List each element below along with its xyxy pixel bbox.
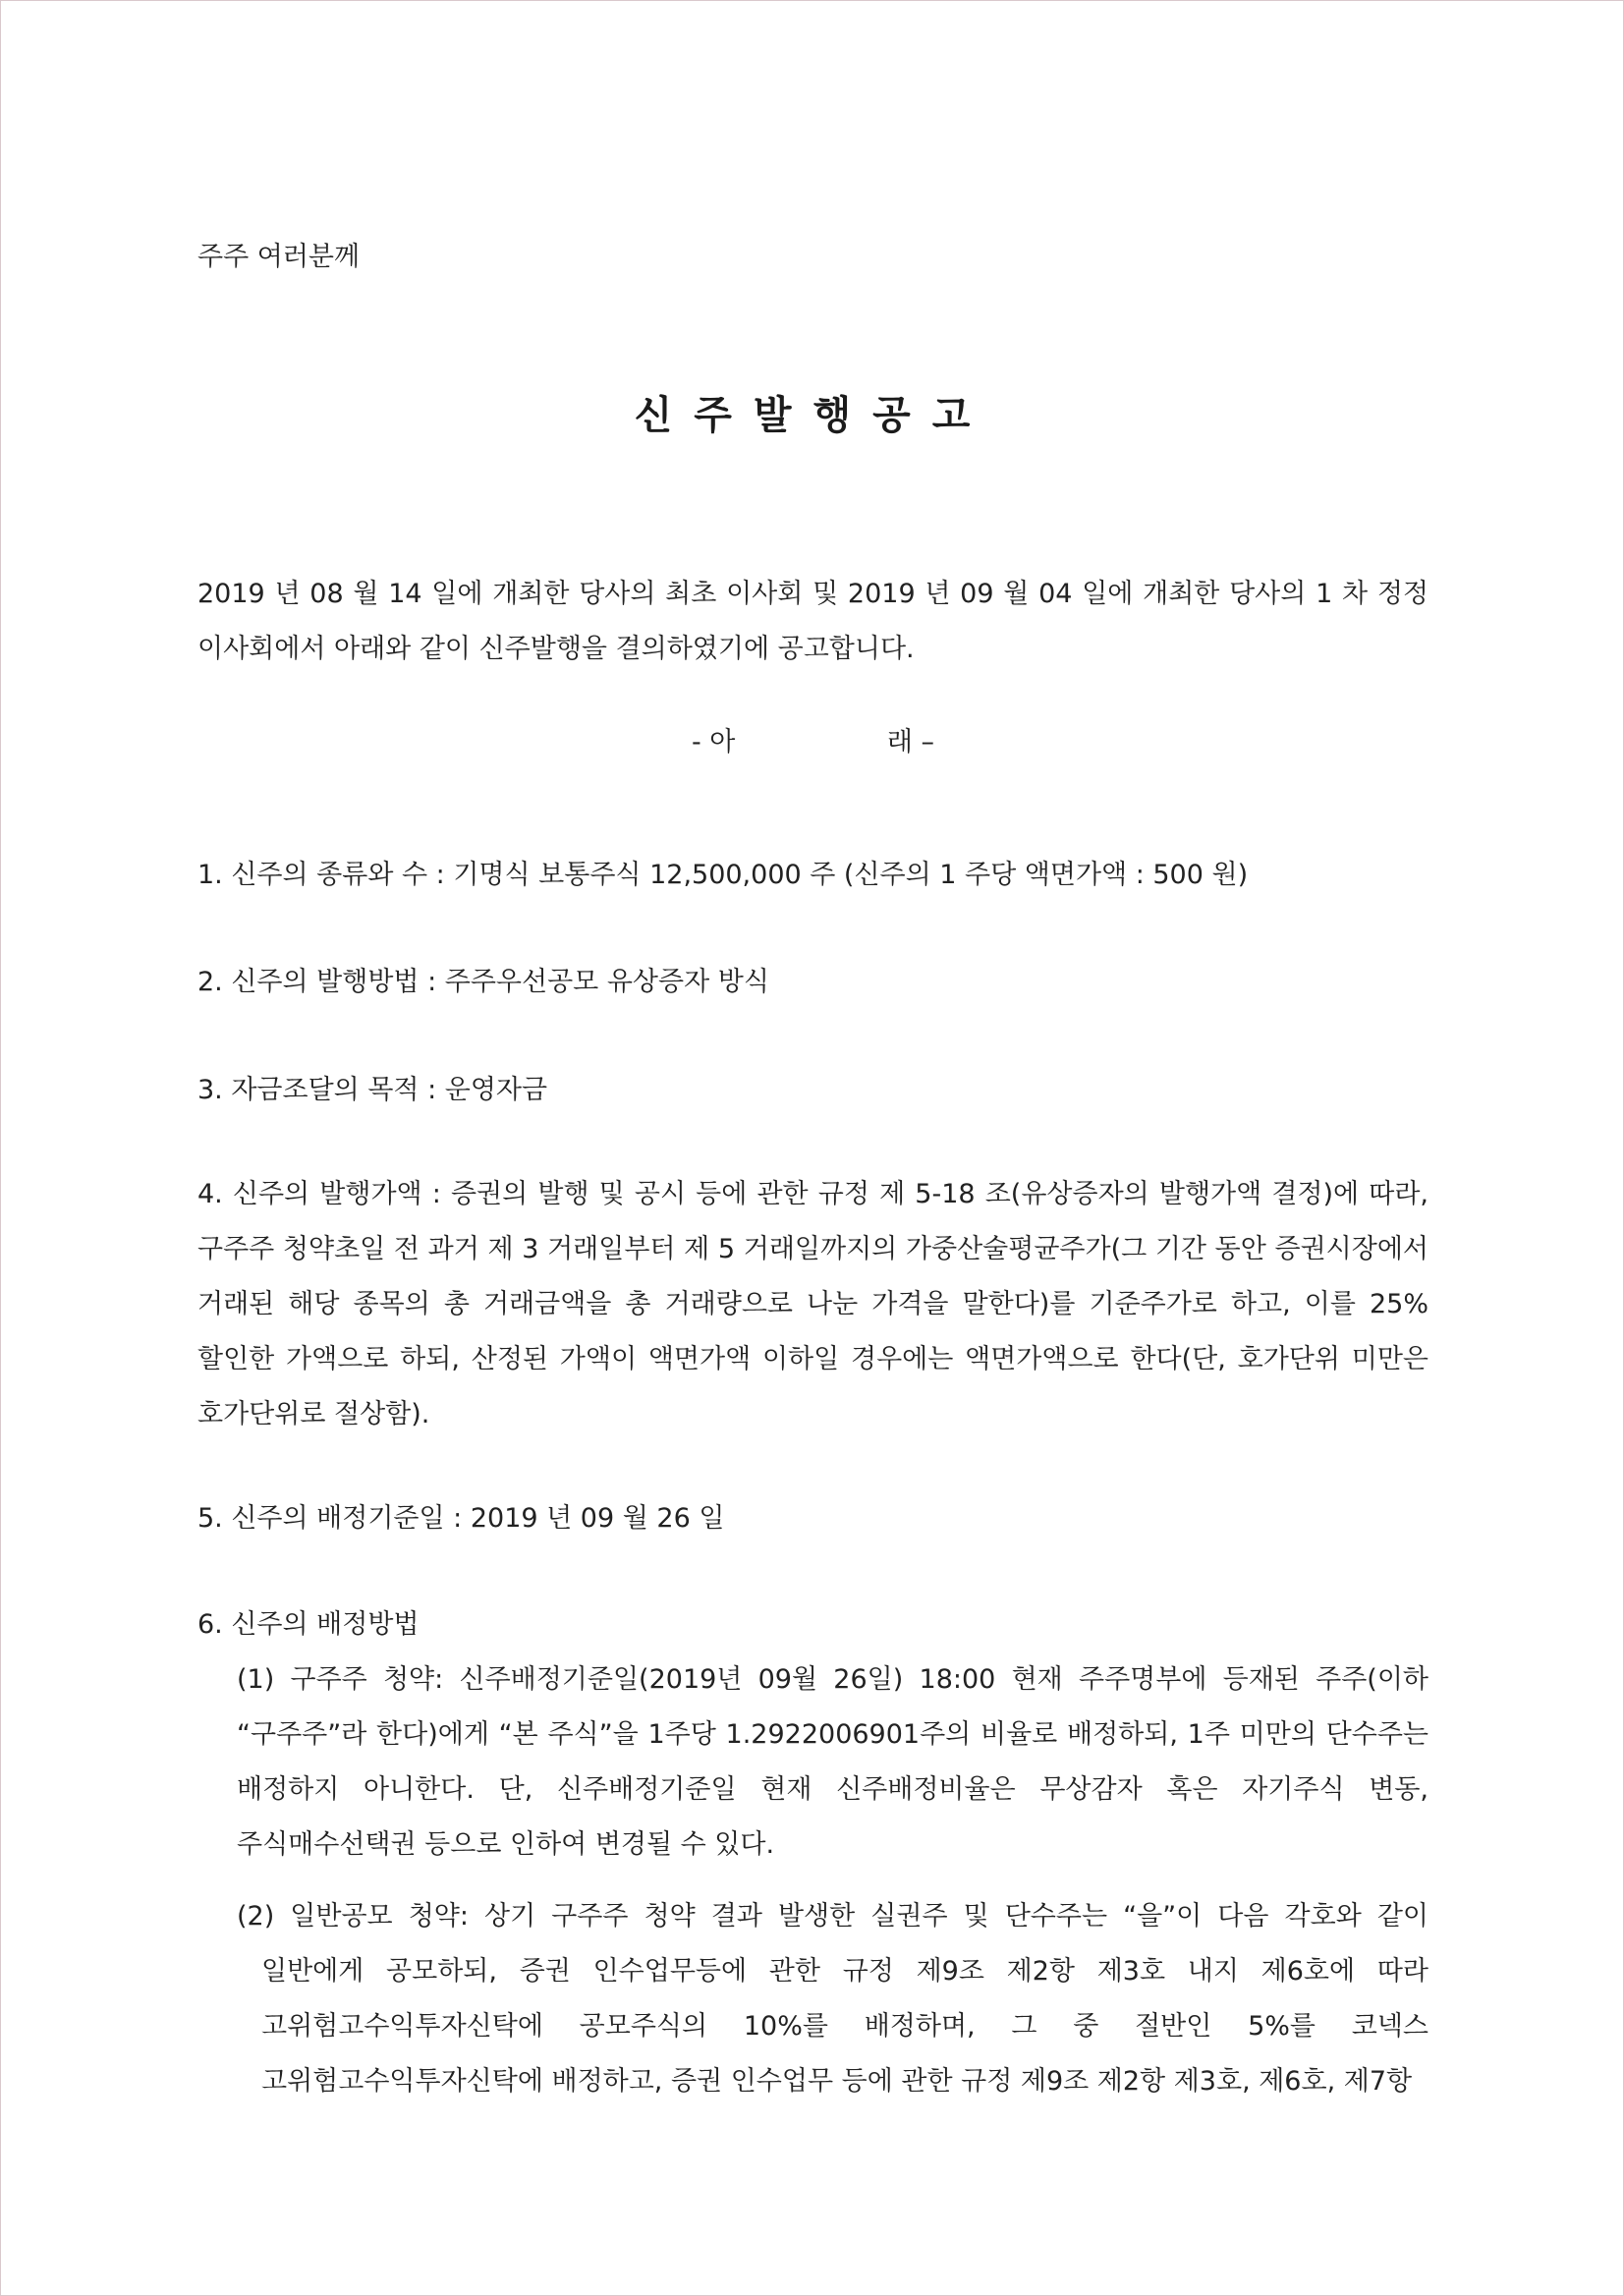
item-5: 5. 신주의 배정기준일 : 2019 년 09 월 26 일 xyxy=(197,1503,725,1534)
item-6: 6. 신주의 배정방법 xyxy=(197,1609,420,1640)
item-6-sub-2: (2) 일반공모 청약: 상기 구주주 청약 결과 발생한 실권주 및 단수주는 “을”이 다음 각호와 같이 일반에게 공모하되, 증권 인수업무등에 관한 규정 제9조 제2항 제3호 내지 제6호에 따라 고위험고수익투자신탁에 공모주식의 10%를 배정하며, 그 중 절반인 5%를 코넥스 고위험고수익투자신탁에 배정하고, 증권 인수업무 등에 관한 규정 제9조 제2항 제3호, 제6호, 제7항 xyxy=(237,1901,1428,2097)
salutation: 주주 여러분께 xyxy=(197,242,361,272)
page-title: 신주발행공고 xyxy=(634,393,992,438)
item-4: 4. 신주의 발행가액 : 증권의 발행 및 공시 등에 관한 규정 제 5-18 조(유상증자의 발행가액 결정)에 따라, 구주주 청약초일 전 과거 제 3 거래일부터 제 5 거래일까지의 가중산술평균주가(그 기간 동안 증권시장에서 거래된 해당 종목의 총 거래금액을 총 거래량으로 나눈 가격을 말한다)를 기준주가로 하고, 이를 25% 할인한 가액으로 하되, 산정된 가액이 액면가액 이하일 경우에는 액면가액으로 한다(단, 호가단위 미만은 호가단위로 절상함). xyxy=(197,1179,1428,1429)
item-1: 1. 신주의 종류와 수 : 기명식 보통주식 12,500,000 주 (신주의 1 주당 액면가액 : 500 원) xyxy=(197,860,1249,890)
item-6-sub-1: (1) 구주주 청약: 신주배정기준일(2019년 09월 26일) 18:00 현재 주주명부에 등재된 주주(이하 “구주주”라 한다)에게 “본 주식”을 1주당 1.2922006901주의 비율로 배정하되, 1주 미만의 단수주는 배정하지 아니한다. 단, 신주배정기준일 현재 신주배정비율은 무상감자 혹은 자기주식 변동, 주식매수선택권 등으로 인하여 변경될 수 있다. xyxy=(237,1664,1428,1860)
item-3: 3. 자금조달의 목적 : 운영자금 xyxy=(197,1075,548,1105)
intro-paragraph: 2019 년 08 월 14 일에 개최한 당사의 최초 이사회 및 2019 년 09 월 04 일에 개최한 당사의 1 차 정정 이사회에서 아래와 같이 신주발행을 결의하였기에 공고합니다. xyxy=(197,579,1428,664)
section-heading: - 아 래 – xyxy=(691,727,935,757)
item-2: 2. 신주의 발행방법 : 주주우선공모 유상증자 방식 xyxy=(197,967,769,997)
